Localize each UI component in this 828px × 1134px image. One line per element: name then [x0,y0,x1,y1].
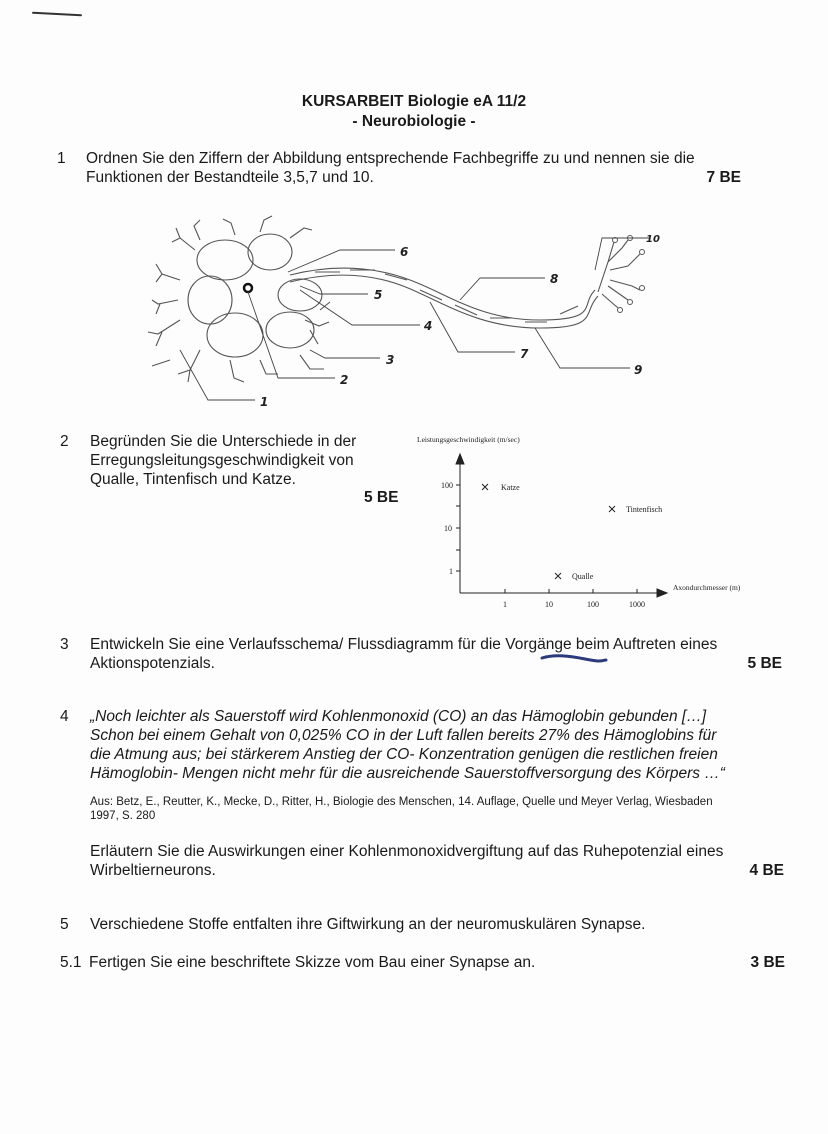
points-badge: 3 BE [750,954,785,971]
task-text-line: Aktionspotenzials. [90,655,215,672]
task-text-line: Wirbeltierneurons. [90,862,216,879]
task-text-line: Funktionen der Bestandteile 3,5,7 und 10. [86,169,374,186]
task-text-line: Begründen Sie die Unterschiede in der [90,433,357,450]
label-4: 4 [424,319,433,333]
label-10: 10 [646,234,660,245]
scan-mark [32,12,82,17]
source-citation [90,795,713,823]
point-label-tintenfisch: Tintenfisch [626,505,663,514]
y-tick-100: 100 [441,481,453,490]
x-tick-1: 1 [503,600,507,609]
label-2: 2 [340,373,349,387]
points-badge: 4 BE [749,862,784,879]
quote-line: die Atmung aus; bei stärkerem Anstieg der CO- Konzentration genügen die restlichen freien [90,746,718,763]
quote-line: Hämoglobin- Mengen nicht mehr für die ausreichende Sauerstoffversorgung des Körpers …“ [90,765,725,782]
task-3 [60,635,800,675]
neuron-diagram [140,210,680,410]
task-text-line: Erläutern Sie die Auswirkungen einer Kohlenmonoxidvergiftung auf das Ruhepotenzial eines [90,843,724,860]
x-tick-10: 10 [545,600,553,609]
task-text-line: Ordnen Sie den Ziffern der Abbildung entsprechende Fachbegriffe zu und nennen sie die [86,150,695,167]
label-3: 3 [386,353,395,367]
x-tick-1000: 1000 [629,600,645,609]
label-6: 6 [400,245,409,259]
exam-title: KURSARBEIT Biologie eA 11/2 [301,93,527,110]
points-badge: 5 BE [364,489,399,506]
task-2 [60,432,400,506]
task-number: 2 [60,433,69,450]
y-tick-1: 1 [449,567,453,576]
task-5-1 [60,953,800,973]
page-title [0,92,828,132]
quote-block [90,707,725,783]
task-number: 5.1 [60,954,82,971]
label-7: 7 [520,347,529,361]
quote-line: „Noch leichter als Sauerstoff wird Kohlenmonoxid (CO) an das Hämoglobin gebunden […] [90,708,707,725]
task-text-line: Entwickeln Sie eine Verlaufsschema/ Flussdiagramm für die Vorgänge beim Auftreten eines [90,636,718,653]
x-axis-label: Axondurchmesser (m) [673,583,741,592]
point-label-qualle: Qualle [572,572,594,581]
point-label-katze: Katze [501,483,520,492]
task-number: 3 [60,636,69,653]
label-8: 8 [550,272,559,286]
task-number: 5 [60,916,69,933]
task-1 [57,149,797,189]
quote-line: Schon bei einem Gehalt von 0,025% CO in der Luft fallen bereits 27% des Hämoglobins für [90,727,717,744]
ink-scribble [540,652,610,666]
y-tick-10: 10 [444,524,452,533]
x-tick-100: 100 [587,600,599,609]
task-5 [60,915,800,935]
source-line: 1997, S. 280 [90,810,156,822]
task-number: 4 [60,708,69,725]
task-text-line: Erregungsleitungsgeschwindigkeit von [90,452,354,469]
points-badge: 5 BE [747,655,782,672]
conduction-velocity-chart [405,430,785,615]
label-9: 9 [634,363,643,377]
points-badge: 7 BE [706,169,741,186]
source-line: Aus: Betz, E., Reutter, K., Mecke, D., Ritter, H., Biologie des Menschen, 14. Auflage, Quelle und Meyer Verlag, Wiesbaden [90,796,713,808]
label-5: 5 [374,288,383,302]
exam-subtitle: - Neurobiologie - [352,113,476,130]
task-number: 1 [57,150,66,167]
task-text-line: Fertigen Sie eine beschriftete Skizze vom Bau einer Synapse an. [89,954,536,971]
label-1: 1 [260,395,269,409]
task-text-line: Verschiedene Stoffe entfalten ihre Giftwirkung an der neuromuskulären Synapse. [90,916,646,933]
task-4 [60,707,800,887]
y-axis-label: Leistungsgeschwindigkeit (m/sec) [417,435,520,444]
task-text-line: Qualle, Tintenfisch und Katze. [90,471,296,488]
